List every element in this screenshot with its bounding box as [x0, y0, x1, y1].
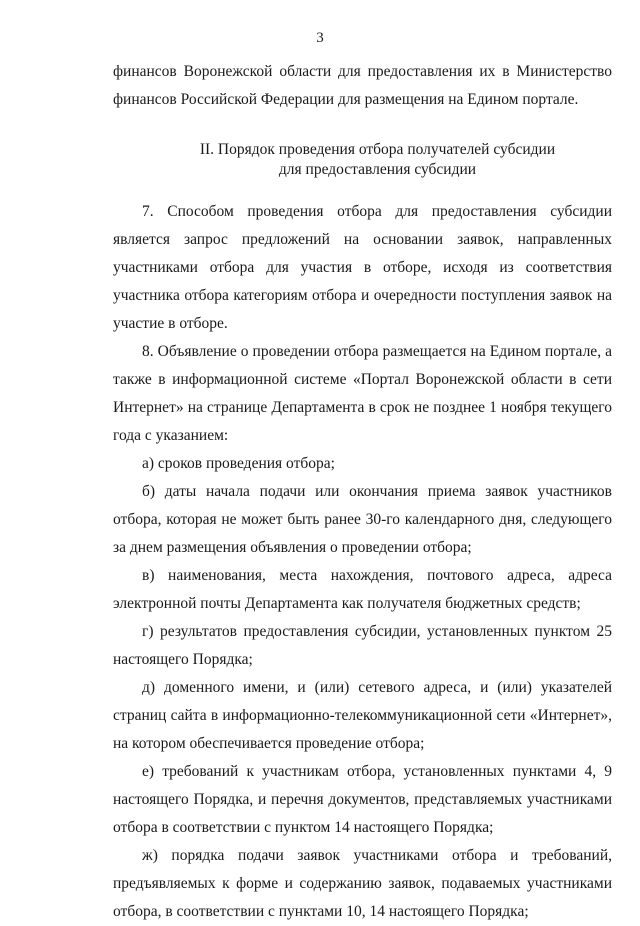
continuation-paragraph: финансов Воронежской области для предоставления их в Министерство финансов Российской Федерации для размещения на Едином портале. [113, 63, 612, 108]
list-item-zh: ж) порядка подачи заявок участниками отбора и требований, предъявляемых к форме и содержанию заявок, подаваемых участниками отбора, в соответствии с пунктами 10, 14 настоящего Порядка; [113, 847, 612, 920]
list-item-v: в) наименования, места нахождения, почтового адреса, адреса электронной почты Департамента как получателя бюджетных средств; [113, 567, 612, 612]
list-item-b: б) даты начала подачи или окончания приема заявок участников отбора, которая не может быть ранее 30-го календарного дня, следующего за днем размещения объявления о проведении отбора; [113, 483, 612, 556]
section-heading [113, 140, 612, 180]
list-item-d: д) доменного имени, и (или) сетевого адреса, и (или) указателей страниц сайта в информационно-телекоммуникационной сети «Интернет», на котором обеспечивается проведение отбора; [113, 679, 612, 752]
paragraph-7: 7. Способом проведения отбора для предоставления субсидии является запрос предложений на основании заявок, направленных участниками отбора для участия в отборе, исходя из соответствия участника отбора категориям отбора и очередности поступления заявок на участие в отборе. [113, 203, 612, 332]
list-item-a: а) сроков проведения отбора; [142, 455, 335, 472]
section-heading-line-2: для предоставления субсидии [278, 161, 477, 178]
list-item-e: е) требований к участникам отбора, установленных пунктами 4, 9 настоящего Порядка, и перечня документов, представляемых участниками отбора в соответствии с пунктом 14 настоящего Порядка; [113, 763, 612, 836]
page-number: 3 [316, 30, 324, 46]
list-item-g: г) результатов предоставления субсидии, установленных пунктом 25 настоящего Порядка; [113, 623, 612, 668]
section-heading-line-1: II. Порядок проведения отбора получателей субсидии [199, 141, 556, 158]
paragraph-8: 8. Объявление о проведении отбора размещается на Едином портале, а также в информационной системе «Портал Воронежской области в сети Интернет» на странице Департамента в срок не позднее 1 ноября текущего года с указанием: [113, 343, 612, 444]
document-body [113, 58, 612, 926]
